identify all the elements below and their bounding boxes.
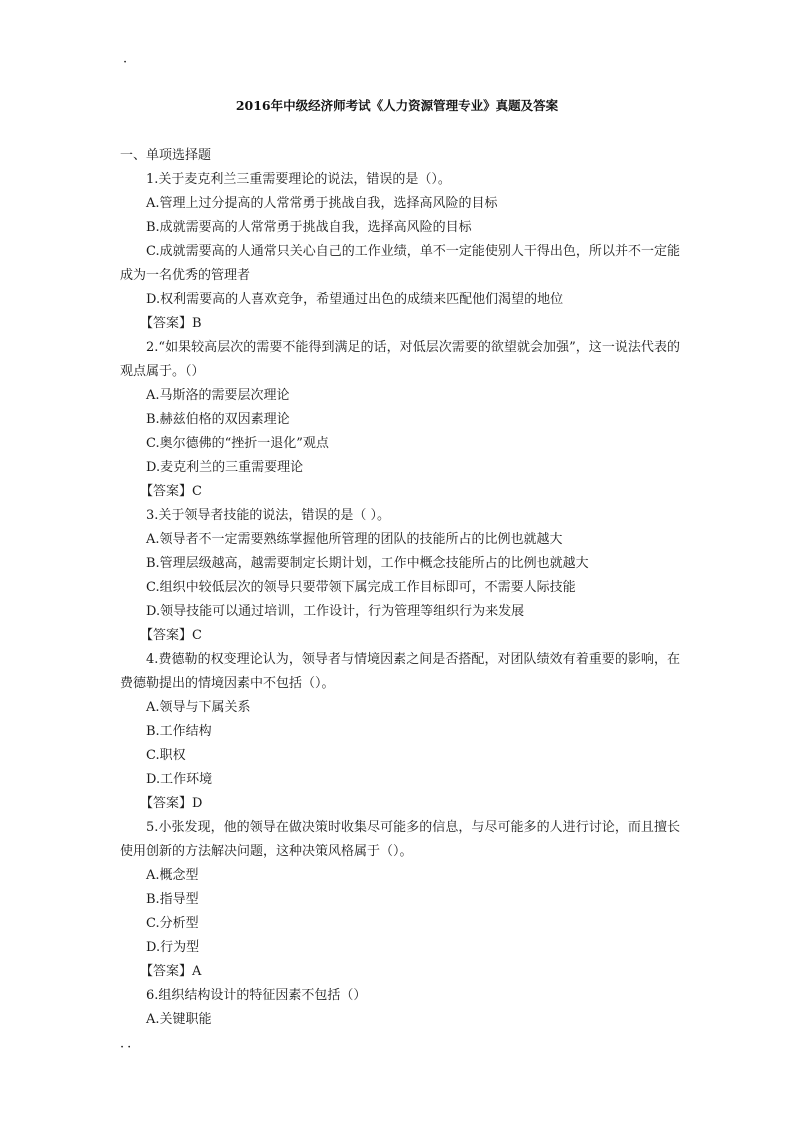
header-mark: · <box>123 55 128 70</box>
question-4 <box>120 648 680 816</box>
question-1 <box>120 168 680 336</box>
option-d: D.权利需要高的人喜欢竞争，希望通过出色的成绩来匹配他们渴望的地位 <box>146 292 564 307</box>
option-c: C.职权 <box>146 748 186 763</box>
option-b: B.成就需要高的人常常勇于挑战自我，选择高风险的目标 <box>146 220 472 235</box>
option-c: C.奥尔德佛的“挫折一退化”观点 <box>146 436 329 451</box>
option-d: D.麦克利兰的三重需要理论 <box>146 460 304 475</box>
question-stem: 3.关于领导者技能的说法，错误的是（ ）。 <box>146 508 391 523</box>
option-a: A.马斯洛的需要层次理论 <box>146 388 290 403</box>
question-3 <box>120 504 680 648</box>
question-5 <box>120 816 680 984</box>
option-c: C.分析型 <box>146 916 199 931</box>
footer-mark: ·· <box>120 1040 135 1055</box>
document-title: 2016年中级经济师考试《人力资源管理专业》真题及答案 <box>235 98 559 113</box>
question-6 <box>120 984 680 1032</box>
answer: 【答案】D <box>140 796 203 811</box>
option-c: C.组织中较低层次的领导只要带领下属完成工作目标即可，不需要人际技能 <box>146 580 576 595</box>
question-stem: 2.“如果较高层次的需要不能得到满足的话，对低层次需要的欲望就会加强”，这一说法代表的观点属于。（） <box>120 340 680 379</box>
option-b: B.工作结构 <box>146 724 212 739</box>
option-a: A.领导者不一定需要熟练掌握他所管理的团队的技能所占的比例也就越大 <box>146 532 563 547</box>
option-b: B.指导型 <box>146 892 199 907</box>
section-title: 一、单项选择题 <box>120 148 212 163</box>
answer: 【答案】C <box>140 484 202 499</box>
answer: 【答案】B <box>140 316 202 331</box>
option-b: B.赫兹伯格的双因素理论 <box>146 412 290 427</box>
option-c: C.成就需要高的人通常只关心自己的工作业绩，单不一定能使别人干得出色，所以并不一定能成为一名优秀的管理者 <box>120 244 680 283</box>
single-choice-section <box>120 144 680 1032</box>
answer: 【答案】C <box>140 628 202 643</box>
option-a: A.关键职能 <box>146 1012 212 1027</box>
question-stem: 1.关于麦克利兰三重需要理论的说法，错误的是（）。 <box>146 172 451 187</box>
question-2 <box>120 336 680 504</box>
question-stem: 5.小张发现，他的领导在做决策时收集尽可能多的信息，与尽可能多的人进行讨论，而且擅长使用创新的方法解决问题，这种决策风格属于（）。 <box>120 820 680 859</box>
option-d: D.行为型 <box>146 940 200 955</box>
question-stem: 6.组织结构设计的特征因素不包括（） <box>146 988 367 1003</box>
option-d: D.工作环境 <box>146 772 213 787</box>
answer: 【答案】A <box>140 964 202 979</box>
question-stem: 4.费德勒的权变理论认为，领导者与情境因素之间是否搭配，对团队绩效有着重要的影响，在费德勒提出的情境因素中不包括（）。 <box>120 652 680 691</box>
option-d: D.领导技能可以通过培训，工作设计，行为管理等组织行为来发展 <box>146 604 525 619</box>
option-a: A.概念型 <box>146 868 199 883</box>
option-b: B.管理层级越高，越需要制定长期计划，工作中概念技能所占的比例也就越大 <box>146 556 589 571</box>
option-a: A.管理上过分提高的人常常勇于挑战自我，选择高风险的目标 <box>146 196 498 211</box>
option-a: A.领导与下属关系 <box>146 700 251 715</box>
